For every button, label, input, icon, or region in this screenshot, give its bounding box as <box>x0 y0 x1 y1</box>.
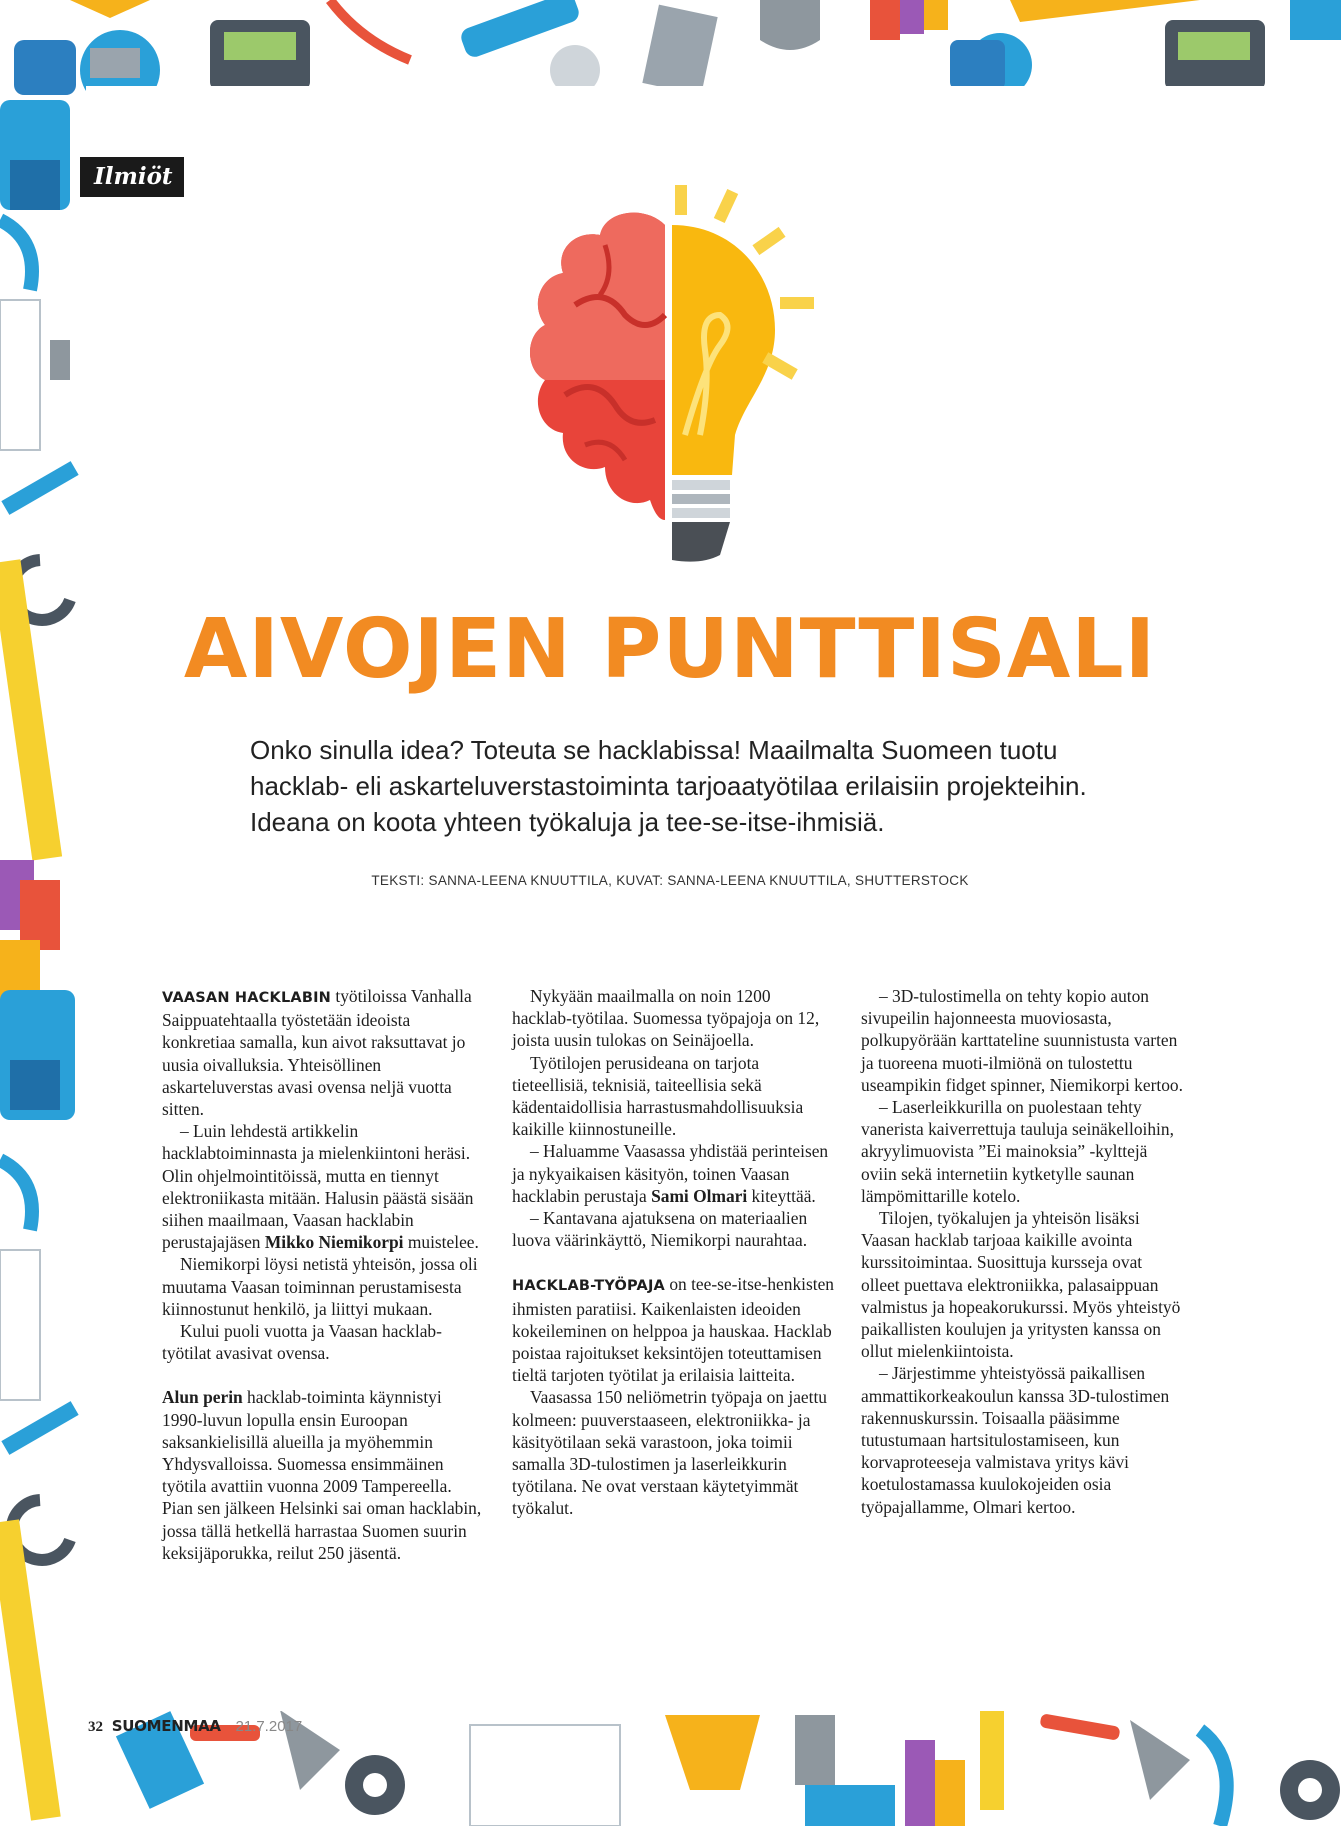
paragraph-text: – Haluamme Vaasassa yhdistää perinteisen ja nykyaikaisen käsityön, toinen Vaasan hacklabin perustaja <box>512 1141 829 1206</box>
person-name: Mikko Niemikorpi <box>264 1232 404 1253</box>
paragraph: Nykyään maailmalla on noin 1200 hacklab-työtilaa. Suomessa työpajoja on 12, joista uusin tulokas on Seinäjoella. <box>512 986 820 1051</box>
paragraph: Niemikorpi löysi netistä yhteisön, jossa oli muutama Vaasan toiminnan perustamisesta kiinnostunut henkilö, ja liittyi mukaan. <box>162 1254 478 1319</box>
article-title: AIVOJEN PUNTTISALI <box>183 602 1157 697</box>
paragraph-lead-in: VAASAN HACKLABIN <box>162 990 332 1006</box>
article-column-3 <box>861 985 1183 1518</box>
paragraph: – Kantavana ajatuksena on materiaalien luova väärinkäyttö, Niemikorpi naurahtaa. <box>512 1208 808 1251</box>
paragraph-text: on tee-se-itse-henkisten ihmisten paratiisi. Kaikenlaisten ideoiden kokeileminen on helppoa ja hauskaa. Hacklab poistaa rajoitukset keksintöjen toteuttamisen tieltä tarjoten työtilat ja erilaisia laitteita. <box>512 1274 834 1386</box>
page-number: 32 <box>88 1719 103 1735</box>
paragraph-lead-in: Alun perin <box>162 1387 243 1408</box>
paragraph: – Laserleikkurilla on puolestaan tehty vanerista kaiverrettuja tauluja seinäkelloihin, akryylimuovista ”Ei mainoksia” -kylttejä oviin sekä internetiin kytketylle saunan lämpömittarille kotelo. <box>861 1097 1174 1206</box>
article-column-2 <box>512 985 834 1520</box>
paragraph-text: muistelee. <box>403 1232 479 1253</box>
magazine-name: SUOMENMAA <box>111 1717 221 1735</box>
article-column-1 <box>162 985 484 1564</box>
paragraph <box>512 1140 834 1207</box>
page-footer <box>88 1717 302 1736</box>
paragraph: Vaasassa 150 neliömetrin työpaja on jaettu kolmeen: puuverstaaseen, elektroniikka- ja käsityötilaan sekä varastoon, joka toimii samalla 3D-tulostimen ja laserleikkurin työtilana. Ne ovat verstaan käytetyimmät työkalut. <box>512 1387 828 1519</box>
paragraph: Tilojen, työkalujen ja yhteisön lisäksi Vaasan hacklab tarjoaa kaikille avointa kurssitoimintaa. Suosittuja kursseja ovat olleet puettava elektroniikka, palasaippuan valmistus ja hopeakorukurssi. Myös yhteistyö paikallisten koulujen ja yritysten kanssa on ollut mielenkiintoista. <box>861 1208 1181 1362</box>
issue-date: 21.7.2017 <box>235 1718 303 1735</box>
section-tag: Ilmiöt <box>80 157 184 197</box>
paragraph: Kului puoli vuotta ja Vaasan hacklab-työtilat avasivat ovensa. <box>162 1321 442 1364</box>
paragraph: – Järjestimme yhteistyössä paikallisen ammattikorkeakoulun kanssa 3D-tulostimen rakennuskurssin. Toisaalla pääsimme tutustumaan hartsitulostamiseen, kun korvaproteeseja valmistava yritys kävi koetulostamassa kuulokojeiden osia työpajallamme, Olmari kertoo. <box>861 1363 1170 1517</box>
paragraph-text: hacklab-toiminta käynnistyi 1990-luvun lopulla ensin Euroopan saksankielisillä alueilla ja myöhemmin Yhdysvalloissa. Suomessa ensimmäinen työtila avattiin vuonna 2009 Tampereella. Pian sen jälkeen Helsinki sai oman hacklabin, jossa tällä hetkellä harrastaa Suomen suurin keksijäporukka, reilut 250 jäsentä. <box>162 1387 482 1563</box>
paragraph-lead-in: HACKLAB-TYÖPAJA <box>512 1278 665 1295</box>
paragraph <box>162 1120 484 1253</box>
paragraph-text: – Luin lehdestä artikkelin hacklabtoiminnasta ja mielenkiintoni heräsi. Olin ohjelmointitöissä, mutta en tiennyt elektroniikasta mitään. Halusin päästä sisään siihen maailmaan, Vaasan hacklabin perustajajäsen <box>162 1121 474 1253</box>
brain-bulb-illustration <box>505 185 835 585</box>
paragraph <box>512 1273 834 1386</box>
article-lead: Onko sinulla idea? Toteuta se hacklabissa! Maailmalta Suomeen tuotu hacklab- eli askarteluverstastoiminta tarjoaatyötilaa erilaisiin projekteihin. Ideana on koota yhteen työkaluja ja tee-se-itse-ihmisiä. <box>250 735 1087 837</box>
paragraph: Työtilojen perusideana on tarjota tieteellisiä, teknisiä, taiteellisia sekä kädentaidollisia harrastusmahdollisuuksia kaikille kiinnostuneille. <box>512 1052 804 1140</box>
paragraph <box>162 1386 484 1564</box>
paragraph-text: kiteyttää. <box>747 1185 816 1206</box>
paragraph: – 3D-tulostimella on tehty kopio auton sivupeilin hajonneesta muoviosasta, polkupyörään karttateline suunnistusta varten ja tuoreena muoti-ilmiönä on tulostettu useampikin fidget spinner, Niemikorpi kertoo. <box>861 986 1183 1095</box>
byline-credits: TEKSTI: SANNA-LEENA KNUUTTILA, KUVAT: SANNA-LEENA KNUUTTILA, SHUTTERSTOCK <box>371 873 969 888</box>
person-name: Sami Olmari <box>651 1185 748 1206</box>
paragraph <box>162 985 484 1120</box>
paragraph-text: työtiloissa Vanhalla Saippuatehtaalla työstetään ideoista konkretiaa samalla, kun aivot raksuttavat jo uusia oivalluksia. Yhteisöllinen askarteluverstas avasi ovensa neljä vuotta sitten. <box>162 986 472 1120</box>
